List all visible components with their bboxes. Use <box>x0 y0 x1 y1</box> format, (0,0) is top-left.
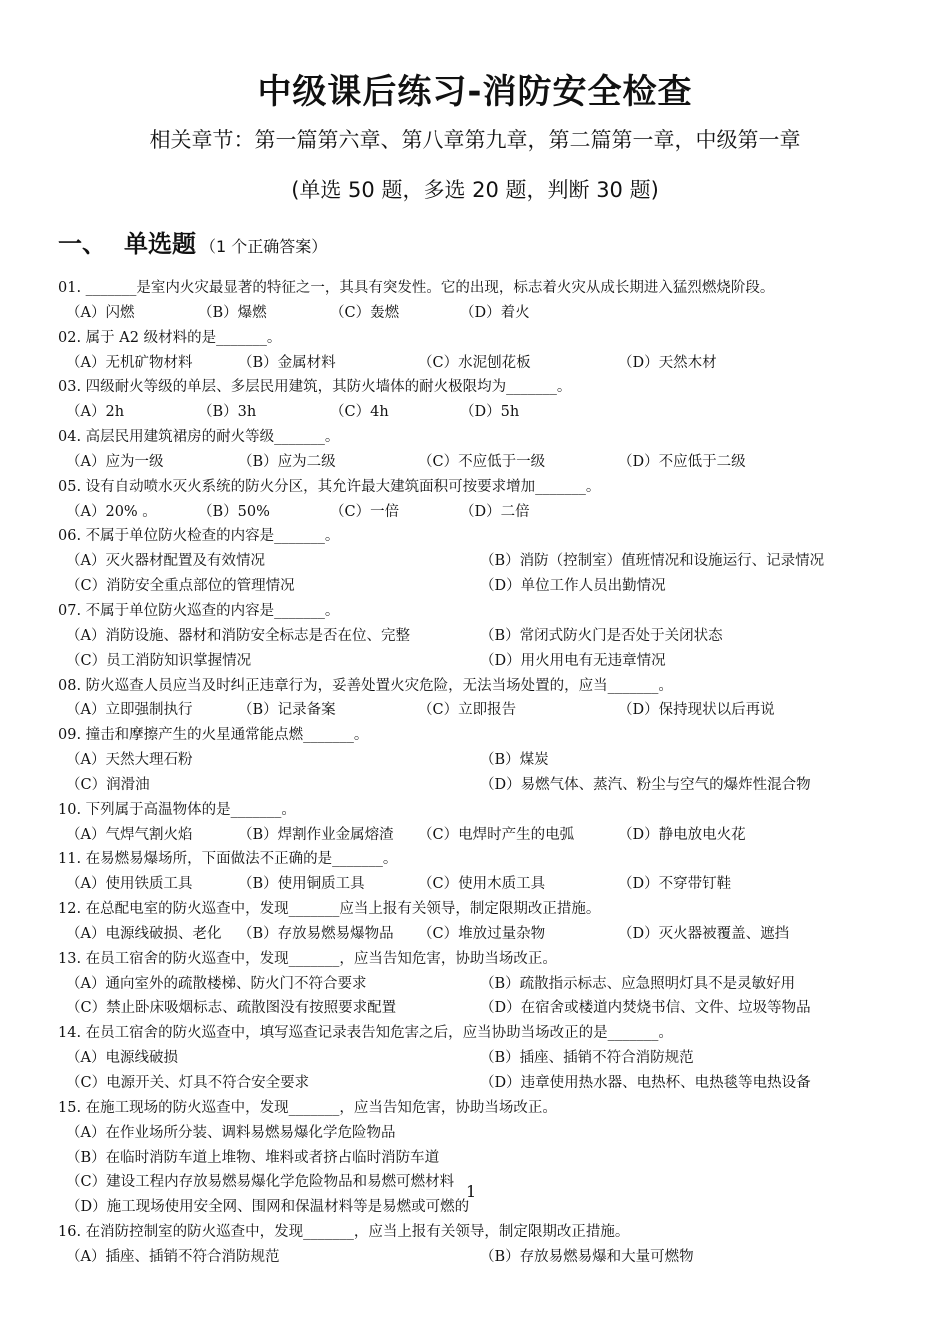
option-row <box>58 450 918 475</box>
option-row <box>58 972 918 997</box>
question-stem: 12. 在总配电室的防火巡查中，发现_______应当上报有关领导，制定限期改正措施。 <box>58 901 601 918</box>
answer-option: （B）使用铜质工具 <box>238 876 365 893</box>
answer-option: （C）禁止卧床吸烟标志、疏散图没有按照要求配置 <box>66 1000 397 1017</box>
answer-option: （A）无机矿物材料 <box>66 354 193 371</box>
question-list <box>58 276 918 1270</box>
option-row <box>58 624 918 649</box>
answer-option: （D）单位工作人员出勤情况 <box>480 578 666 595</box>
question-stem: 11. 在易燃易爆场所，下面做法不正确的是_______。 <box>58 851 398 868</box>
answer-option: （A）气焊气割火焰 <box>66 826 193 843</box>
option-row <box>58 549 918 574</box>
answer-option: （A）20% 。 <box>66 503 157 520</box>
answer-option: （C）水泥刨花板 <box>418 354 531 371</box>
option-row <box>58 649 918 674</box>
answer-option: （B）消防（控制室）值班情况和设施运行、记录情况 <box>480 553 825 570</box>
answer-option: （B）应为二级 <box>238 453 336 470</box>
answer-option: （B）爆燃 <box>198 304 267 321</box>
answer-option: （C）润滑油 <box>66 776 150 793</box>
option-row <box>58 922 918 947</box>
answer-option: （A）灭火器材配置及有效情况 <box>66 553 265 570</box>
answer-option: （A）天然大理石粉 <box>66 752 193 769</box>
answer-option: （D）5h <box>460 404 520 421</box>
answer-option: （B）3h <box>198 404 257 421</box>
question-stem: 16. 在消防控制室的防火巡查中，发现_______，应当上报有关领导，制定限期改正措施。 <box>58 1224 630 1241</box>
answer-option: （D）保持现状以后再说 <box>618 702 775 719</box>
answer-option: （C）立即报告 <box>418 702 517 719</box>
answer-option: （C）不应低于一级 <box>418 453 546 470</box>
answer-option: （C）轰燃 <box>330 304 400 321</box>
option-row <box>58 698 918 723</box>
page-number: 1 <box>466 1182 477 1201</box>
answer-option: （B）煤炭 <box>480 752 549 769</box>
answer-option: （C）建设工程内存放易燃易爆化学危险物品和易燃可燃材料 <box>66 1174 455 1191</box>
answer-option: （B）插座、插销不符合消防规范 <box>480 1050 694 1067</box>
question-stem: 10. 下列属于高温物体的是_______。 <box>58 801 296 818</box>
option-row <box>58 500 918 525</box>
option-row <box>58 351 918 376</box>
document-title: 中级课后练习-消防安全检查 <box>257 72 693 112</box>
answer-option: （D）不穿带钉鞋 <box>618 876 732 893</box>
option-row <box>58 1170 918 1195</box>
question-stem: 01. _______是室内火灾最显著的特征之一，其具有突发性。它的出现，标志着火灾从成长期进入猛烈燃烧阶段。 <box>58 280 775 296</box>
answer-option: （A）电源线破损、老化 <box>66 925 222 942</box>
question-stem: 06. 不属于单位防火检查的内容是_______。 <box>58 528 340 545</box>
answer-option: （D）二倍 <box>460 503 530 520</box>
answer-option: （C）堆放过量杂物 <box>418 925 546 942</box>
answer-option: （B）常闭式防火门是否处于关闭状态 <box>480 627 723 644</box>
section-number: 一、 <box>58 230 106 258</box>
answer-option: （B）50% <box>198 503 270 520</box>
question-stem: 02. 属于 A2 级材料的是_______。 <box>58 329 282 346</box>
answer-option: （D）不应低于二级 <box>618 453 746 470</box>
option-row <box>58 1071 918 1096</box>
question-counts: (单选 50 题，多选 20 题，判断 30 题) <box>291 178 659 202</box>
option-row <box>58 301 918 326</box>
question-stem: 03. 四级耐火等级的单层、多层民用建筑，其防火墙体的耐火极限均为_______。 <box>58 379 572 396</box>
answer-option: （A）使用铁质工具 <box>66 876 193 893</box>
question-stem: 07. 不属于单位防火巡查的内容是_______。 <box>58 602 340 619</box>
answer-option: （A）电源线破损 <box>66 1050 178 1067</box>
option-row <box>58 996 918 1021</box>
answer-option: （C）消防安全重点部位的管理情况 <box>66 578 295 595</box>
answer-option: （B）疏散指示标志、应急照明灯具不是灵敏好用 <box>480 975 796 992</box>
question-stem: 15. 在施工现场的防火巡查中，发现_______，应当告知危害，协助当场改正。 <box>58 1099 557 1116</box>
answer-option: （B）焊割作业金属熔渣 <box>238 826 394 843</box>
answer-option: （D）着火 <box>460 304 530 321</box>
section-note: （1 个正确答案） <box>200 237 328 256</box>
question-stem: 05. 设有自动喷水灭火系统的防火分区，其允许最大建筑面积可按要求增加_______。 <box>58 478 601 495</box>
option-row <box>58 400 918 425</box>
answer-option: （A）2h <box>66 404 125 421</box>
question-stem: 14. 在员工宿舍的防火巡查中，填写巡查记录表告知危害之后，应当协助当场改正的是_______。 <box>58 1025 673 1042</box>
answer-option: （A）插座、插销不符合消防规范 <box>66 1248 280 1265</box>
option-row <box>58 1195 918 1220</box>
answer-option: （D）用火用电有无违章情况 <box>480 652 666 669</box>
answer-option: （C）使用木质工具 <box>418 876 546 893</box>
question-stem: 09. 撞击和摩擦产生的火星通常能点燃_______。 <box>58 727 369 744</box>
answer-option: （A）通向室外的疏散楼梯、防火门不符合要求 <box>66 975 367 992</box>
answer-option: （B）金属材料 <box>238 354 336 371</box>
answer-option: （A）在作业场所分装、调料易燃易爆化学危险物品 <box>66 1124 396 1141</box>
answer-option: （C）一倍 <box>330 503 400 520</box>
answer-option: （C）4h <box>330 404 389 421</box>
answer-option: （D）天然木材 <box>618 354 717 371</box>
answer-option: （C）电焊时产生的电弧 <box>418 826 575 843</box>
option-row <box>58 574 918 599</box>
option-row <box>58 1146 918 1171</box>
answer-option: （D）易燃气体、蒸汽、粉尘与空气的爆炸性混合物 <box>480 776 811 793</box>
option-row <box>58 773 918 798</box>
answer-option: （A）应为一级 <box>66 453 164 470</box>
question-stem: 08. 防火巡查人员应当及时纠正违章行为，妥善处置火灾危险，无法当场处置的，应当_______。 <box>58 677 673 694</box>
question-stem: 13. 在员工宿舍的防火巡查中，发现_______，应当告知危害，协助当场改正。 <box>58 950 557 967</box>
answer-option: （B）存放易燃易爆和大量可燃物 <box>480 1248 694 1265</box>
section-name: 单选题 <box>124 230 196 258</box>
answer-option: （B）记录备案 <box>238 702 336 719</box>
answer-option: （D）静电放电火花 <box>618 826 746 843</box>
option-row <box>58 1046 918 1071</box>
answer-option: （B）存放易燃易爆物品 <box>238 925 394 942</box>
answer-option: （B）在临时消防车道上堆物、堆料或者挤占临时消防车道 <box>66 1149 440 1166</box>
answer-option: （D）施工现场使用安全网、围网和保温材料等是易燃或可燃的 <box>66 1199 470 1216</box>
option-row <box>58 748 918 773</box>
answer-option: （C）员工消防知识掌握情况 <box>66 652 252 669</box>
option-row <box>58 1121 918 1146</box>
section-heading <box>58 224 327 259</box>
answer-option: （A）立即强制执行 <box>66 702 193 719</box>
answer-option: （C）电源开关、灯具不符合安全要求 <box>66 1075 310 1091</box>
answer-option: （D）在宿舍或楼道内焚烧书信、文件、垃圾等物品 <box>480 1000 811 1017</box>
option-row <box>58 872 918 897</box>
document-subtitle: 相关章节：第一篇第六章、第八章第九章，第二篇第一章，中级第一章 <box>149 128 801 152</box>
answer-option: （A）闪燃 <box>66 304 135 321</box>
question-stem: 04. 高层民用建筑裙房的耐火等级_______。 <box>58 429 340 446</box>
option-row <box>58 823 918 848</box>
answer-option: （A）消防设施、器材和消防安全标志是否在位、完整 <box>66 627 410 644</box>
answer-option: （D）灭火器被覆盖、遮挡 <box>618 925 790 942</box>
option-row <box>58 1245 918 1270</box>
answer-option: （D）违章使用热水器、电热杯、电热毯等电热设备 <box>480 1075 811 1091</box>
